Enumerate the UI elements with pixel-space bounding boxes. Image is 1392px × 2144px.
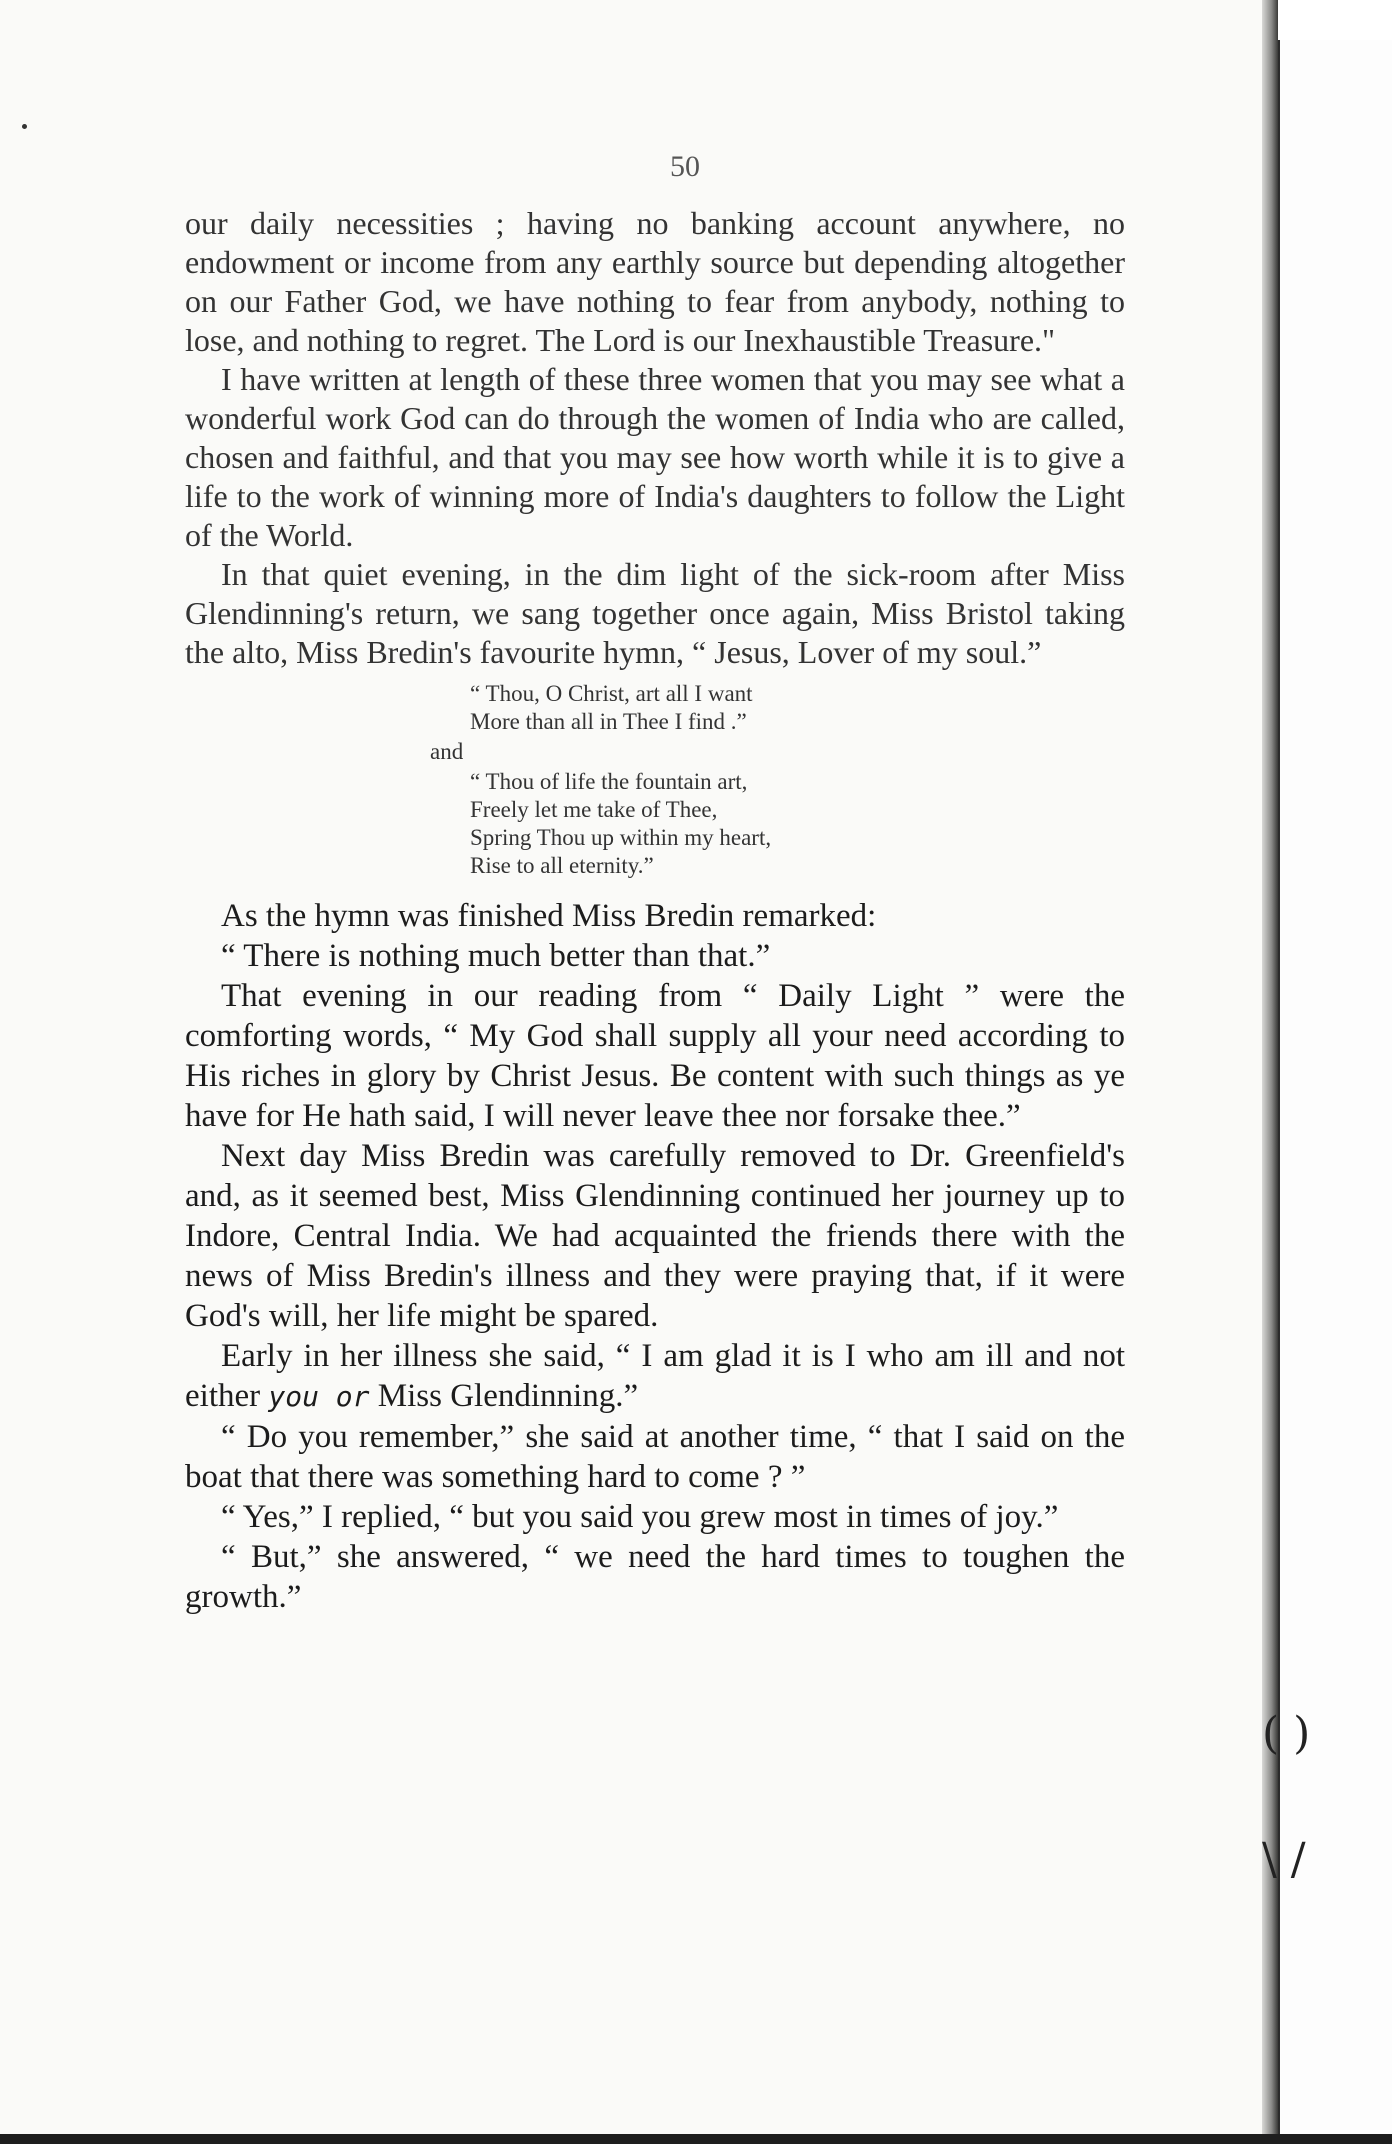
paragraph-8-start: Early in her illness she said, “ I am glad it is I who am ill and not either [185,1338,1125,1414]
paragraph-11: “ But,” she answered, “ we need the hard times to toughen the growth.” [185,1539,1125,1615]
page-number: 50 [670,150,700,183]
paragraph-6: That evening in our reading from “ Daily Light ” were the comforting words, “ My God shall supply all your need according to His riches in glory by Christ Jesus. Be content with such things as ye have for He hath said, I will never leave thee nor forsake thee.” [185,978,1125,1134]
paragraph-3: In that quiet evening, in the dim light of the sick-room after Miss Glendinning's return, we sang together once again, Miss Bristol taking the alto, Miss Bredin's favourite hymn, “ Jesus, Lover of my soul.” [185,556,1125,670]
verse-connector: and [430,739,464,764]
verse-line: Spring Thou up within my heart, [470,825,772,850]
paragraph-7: Next day Miss Bredin was carefully removed to Dr. Greenfield's and, as it seemed best, Miss Glendinning continued her journey up to Indore, Central India. We had acquainted the friends there with the news of Miss Bredin's illness and they were praying that, if it were God's will, her life might be spared. [185,1138,1125,1334]
margin-mark-upper: ( ) [1262,1708,1311,1759]
verse-line: More than all in Thee I find .” [470,709,747,734]
verse-line: Freely let me take of Thee, [470,797,718,822]
scan-bottom-border [0,2134,1392,2144]
page-edge-shadow [1262,0,1278,2134]
paragraph-1: our daily necessities ; having no banking account anywhere, no endowment or income from any earthly source but depending altogether on our Father God, we have nothing to fear from anybody, nothing to lose, and nothing to regret. The Lord is our Inexhaustible Treasure." [185,205,1125,358]
paragraph-9: “ Do you remember,” she said at another time, “ that I said on the boat that there was something hard to come ? ” [185,1419,1125,1495]
margin-mark-lower: \ / [1262,1834,1306,1885]
paragraph-4: As the hymn was finished Miss Bredin remarked: [221,898,877,934]
paragraph-2: I have written at length of these three women that you may see what a wonderful work God can do through the women of India who are called, chosen and faithful, and that you may see how worth while it is to give a life to the work of winning more of India's daughters to follow the Light of the World. [185,361,1125,553]
handwritten-correction: you or [268,1380,370,1413]
paragraph-5: “ There is nothing much better than that.” [221,938,771,974]
paragraph-10: “ Yes,” I replied, “ but you said you grew most in times of joy.” [221,1499,1059,1535]
speck-mark [22,124,27,129]
page-content [185,150,1125,1617]
verse-line: Rise to all eternity.” [470,853,654,878]
verse-line: “ Thou of life the fountain art, [470,769,748,794]
facing-page-strip [1278,40,1392,2134]
verse-line: “ Thou, O Christ, art all I want [470,681,753,706]
paragraph-8 [185,1336,1125,1417]
paragraph-8-end: Miss Glendinning.” [369,1378,639,1414]
hymn-verses [185,680,1125,880]
